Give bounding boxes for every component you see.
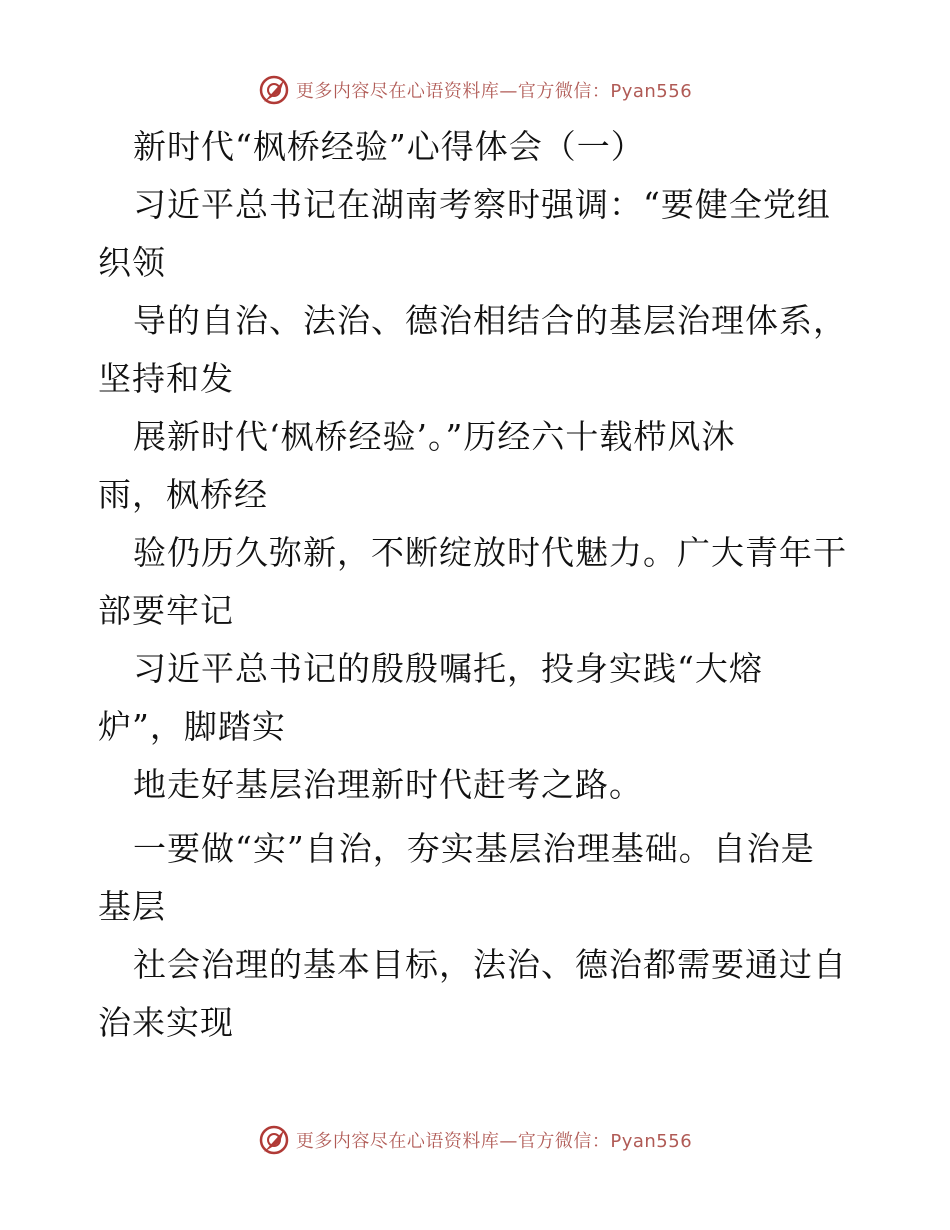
paragraph-line: 基层 (98, 887, 166, 926)
paragraph-line: 社会治理的基本目标，法治、德治都需要通过自 (133, 945, 847, 984)
paragraph-line: 部要牢记 (98, 591, 234, 630)
paragraph-line: 一要做“实”自治，夯实基层治理基础。自治是 (133, 829, 815, 868)
header-banner-text: 更多内容尽在心语资料库—官方微信：Pyan556 (295, 81, 693, 102)
footer-banner-text: 更多内容尽在心语资料库—官方微信：Pyan556 (295, 1131, 693, 1152)
paragraph-line: 导的自治、法治、德治相结合的基层治理体系， (133, 301, 847, 340)
paragraph-line: 雨，枫桥经 (98, 475, 268, 514)
document-title: 新时代“枫桥经验”心得体会（一） (133, 127, 645, 166)
paragraph-line: 习近平总书记的殷殷嘱托，投身实践“大熔 (133, 649, 763, 688)
paragraph-line: 验仍历久弥新，不断绽放时代魅力。广大青年干 (133, 533, 847, 572)
paragraph-line: 治来实现 (98, 1003, 234, 1042)
quill-logo-icon (258, 1124, 290, 1156)
paragraph-line: 坚持和发 (98, 359, 234, 398)
paragraph-line: 织领 (98, 243, 166, 282)
paragraph-line: 习近平总书记在湖南考察时强调：“要健全党组 (133, 185, 831, 224)
header-banner (0, 70, 950, 110)
paragraph-line: 地走好基层治理新时代赶考之路。 (133, 765, 643, 804)
footer-banner (0, 1120, 950, 1160)
paragraph-line: 展新时代‘枫桥经验’。”历经六十载栉风沐 (133, 417, 736, 456)
quill-logo-icon (258, 74, 290, 106)
paragraph-line: 炉”，脚踏实 (98, 707, 286, 746)
